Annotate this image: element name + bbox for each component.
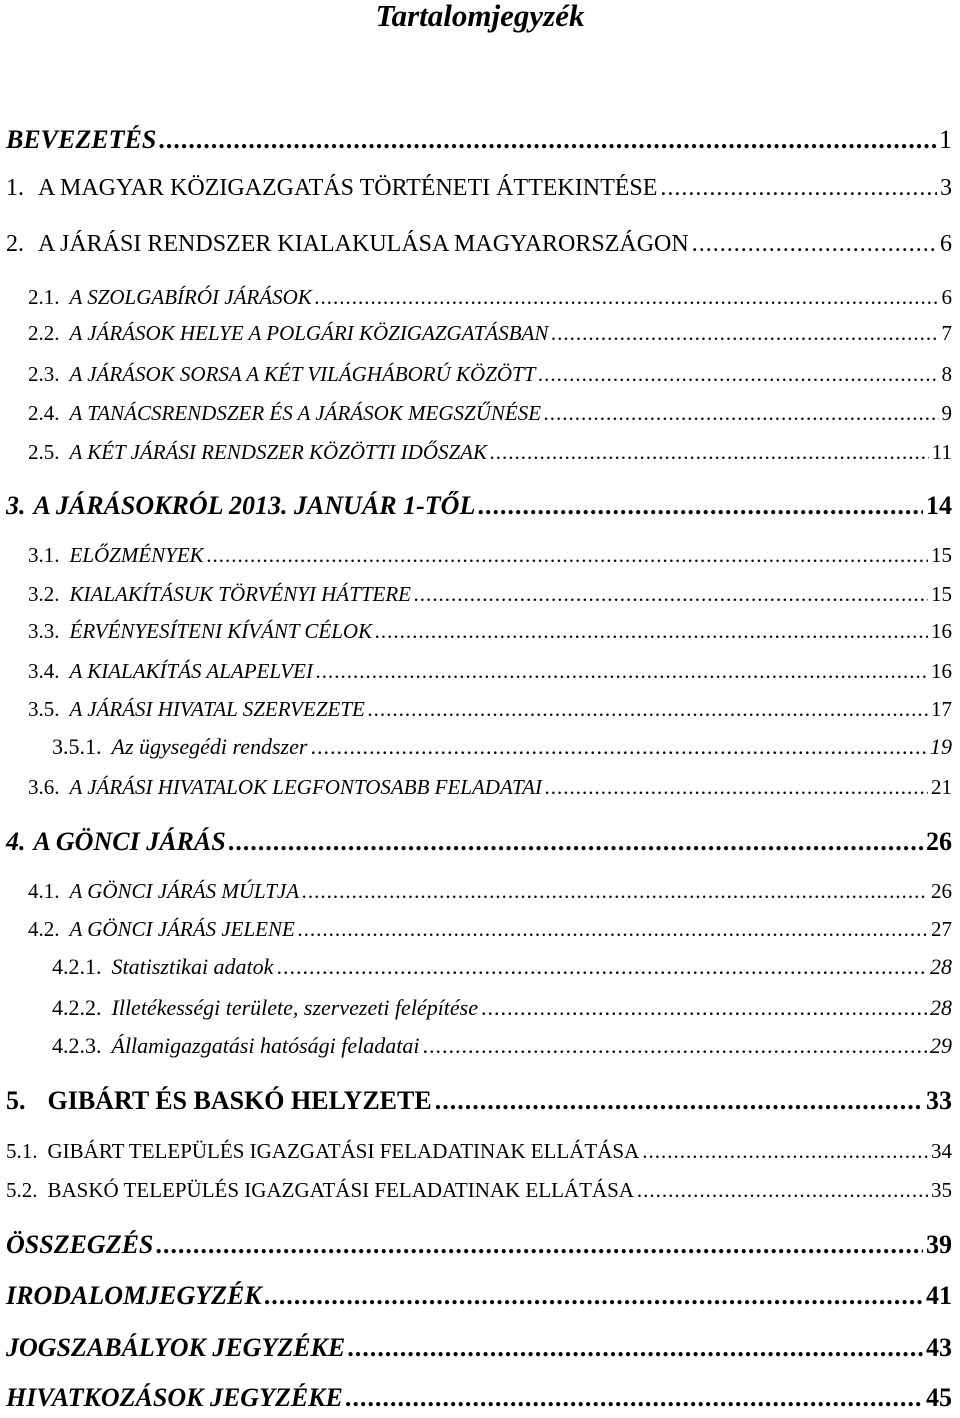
dot-leader (642, 1141, 928, 1162)
toc-number: 3. (6, 491, 26, 520)
toc-label: ÖSSZEGZÉS (6, 1230, 154, 1259)
toc-page: 14 (926, 491, 952, 520)
toc-entry-2-3[interactable] (28, 364, 952, 385)
toc-label: Illetékességi területe, szervezeti felépítése (111, 995, 479, 1020)
toc-label: GIBÁRT ÉS BASKÓ HELYZETE (47, 1086, 432, 1115)
toc-entry-3-5-1[interactable] (52, 736, 952, 758)
toc-number: 3.6. (28, 775, 60, 799)
toc-entry-4-2[interactable] (28, 919, 952, 940)
dot-leader (302, 881, 928, 902)
toc-page: 1 (939, 125, 952, 154)
toc-page: 16 (931, 619, 952, 643)
toc-page: 21 (931, 775, 952, 799)
dot-leader (481, 997, 927, 1019)
toc-page: 15 (931, 582, 952, 606)
toc-label: A GÖNCI JÁRÁS MÚLTJA (69, 879, 300, 903)
dot-leader (637, 1180, 928, 1201)
toc-page: 19 (930, 734, 952, 759)
toc-label: A KÉT JÁRÁSI RENDSZER KÖZÖTTI IDŐSZAK (69, 440, 487, 464)
toc-page: 6 (941, 285, 952, 309)
page-title: Tartalomjegyzék (375, 0, 585, 33)
toc-label: KIALAKÍTÁSUK TÖRVÉNYI HÁTTERE (69, 582, 411, 606)
toc-label: A GÖNCI JÁRÁS (33, 827, 226, 856)
dot-leader (478, 493, 923, 519)
dot-leader (310, 736, 927, 758)
toc-label: A TANÁCSRENDSZER ÉS A JÁRÁSOK MEGSZŰNÉSE (69, 401, 542, 425)
toc-page: 11 (931, 440, 952, 464)
toc-entry-2-2[interactable] (28, 323, 952, 344)
toc-page: 8 (941, 362, 952, 386)
toc-entry-2-5[interactable] (28, 442, 952, 463)
toc-page: 39 (926, 1230, 952, 1259)
dot-leader (346, 1385, 923, 1411)
toc-label: A KIALAKÍTÁS ALAPELVEI (69, 659, 313, 683)
toc-entry-5-1[interactable] (6, 1141, 952, 1162)
toc-entry-3-6[interactable] (28, 777, 952, 798)
toc-number: 2.4. (28, 401, 60, 425)
toc-label: A JÁRÁSOK HELYE A POLGÁRI KÖZIGAZGATÁSBAN (69, 321, 549, 345)
toc-number: 3.1. (28, 543, 60, 567)
toc-entry-3[interactable] (6, 493, 952, 519)
toc-number: 2. (6, 231, 24, 257)
toc-page: 7 (941, 321, 952, 345)
toc-entry-hivatkozasok[interactable] (6, 1385, 952, 1411)
toc-label: Az ügysegédi rendszer (111, 734, 308, 759)
toc-label: BASKÓ TELEPÜLÉS IGAZGATÁSI FELADATINAK ELLÁTÁSA (47, 1178, 634, 1202)
toc-entry-3-4[interactable] (28, 661, 952, 682)
toc-entry-bevezetes[interactable] (6, 127, 952, 153)
toc-entry-3-2[interactable] (28, 584, 952, 605)
toc-page: 45 (926, 1383, 952, 1412)
toc-label: GIBÁRT TELEPÜLÉS IGAZGATÁSI FELADATINAK ELLÁTÁSA (47, 1139, 640, 1163)
toc-page: 43 (926, 1333, 952, 1362)
toc-page: 28 (930, 995, 952, 1020)
toc-label: ÉRVÉNYESÍTENI KÍVÁNT CÉLOK (69, 619, 373, 643)
toc-number: 5. (6, 1086, 26, 1115)
toc-label: A SZOLGABÍRÓI JÁRÁSOK (69, 285, 312, 309)
dot-leader (315, 287, 939, 308)
toc-label: A MAGYAR KÖZIGAZGATÁS TÖRTÉNETI ÁTTEKINTÉSE (38, 175, 658, 201)
toc-number: 2.3. (28, 362, 60, 386)
toc-page: 17 (931, 697, 952, 721)
dot-leader (545, 777, 928, 798)
dot-leader (368, 699, 928, 720)
toc-number: 4.2.1. (52, 954, 102, 979)
toc-number: 1. (6, 175, 24, 201)
dot-leader (544, 403, 938, 424)
toc-number: 2.1. (28, 285, 60, 309)
toc-entry-irodalomjegyzek[interactable] (6, 1283, 952, 1309)
toc-page: 15 (931, 543, 952, 567)
dot-leader (207, 545, 928, 566)
toc-number: 5.2. (6, 1178, 38, 1202)
dot-leader (348, 1335, 923, 1361)
toc-entry-5[interactable] (6, 1088, 952, 1114)
toc-page: 29 (930, 1033, 952, 1058)
toc-number: 4. (6, 827, 26, 856)
toc-entry-4[interactable] (6, 829, 952, 855)
dot-leader (298, 919, 928, 940)
toc-entry-3-5[interactable] (28, 699, 952, 720)
toc-entry-4-2-2[interactable] (52, 997, 952, 1019)
dot-leader (490, 442, 929, 463)
toc-label: HIVATKOZÁSOK JEGYZÉKE (6, 1383, 343, 1412)
dot-leader (414, 584, 928, 605)
toc-number: 5.1. (6, 1139, 38, 1163)
toc-page: 33 (926, 1086, 952, 1115)
toc-label: JOGSZABÁLYOK JEGYZÉKE (6, 1333, 346, 1362)
toc-number: 3.5. (28, 697, 60, 721)
dot-leader (551, 323, 938, 344)
toc-label: A JÁRÁSI HIVATALOK LEGFONTOSABB FELADATAI (69, 775, 542, 799)
dot-leader (692, 232, 937, 256)
toc-page: 16 (931, 659, 952, 683)
toc-number: 4.1. (28, 879, 60, 903)
toc-entry-3-3[interactable] (28, 621, 952, 642)
toc-page: 28 (930, 954, 952, 979)
dot-leader (316, 661, 928, 682)
toc-entry-jogszabalyok[interactable] (6, 1335, 952, 1361)
dot-leader (660, 176, 937, 200)
dot-leader (265, 1283, 923, 1309)
toc-label: A GÖNCI JÁRÁS JELENE (69, 917, 295, 941)
toc-number: 3.2. (28, 582, 60, 606)
dot-leader (435, 1088, 923, 1114)
toc-label: A JÁRÁSOK SORSA A KÉT VILÁGHÁBORÚ KÖZÖTT (69, 362, 536, 386)
toc-page: 34 (931, 1139, 952, 1163)
toc-page: 9 (941, 401, 952, 425)
toc-entry-2[interactable] (6, 232, 952, 256)
toc-entry-4-1[interactable] (28, 881, 952, 902)
toc-number: 3.3. (28, 619, 60, 643)
toc-label: A JÁRÁSOKRÓL 2013. JANUÁR 1-TŐL (33, 491, 476, 520)
dot-leader (159, 127, 936, 153)
dot-leader (375, 621, 928, 642)
toc-label: IRODALOMJEGYZÉK (6, 1281, 262, 1310)
toc-page: 27 (931, 917, 952, 941)
toc-number: 4.2.2. (52, 995, 102, 1020)
toc-number: 3.4. (28, 659, 60, 683)
toc-entry-3-1[interactable] (28, 545, 952, 566)
toc-label: A JÁRÁSI RENDSZER KIALAKULÁSA MAGYARORSZÁGON (38, 231, 689, 257)
toc-entry-2-4[interactable] (28, 403, 952, 424)
toc-number: 2.5. (28, 440, 60, 464)
toc-page: 35 (931, 1178, 952, 1202)
toc-number: 4.2. (28, 917, 60, 941)
toc-page: 6 (940, 231, 952, 257)
toc-entry-1[interactable] (6, 176, 952, 200)
toc-page: 26 (926, 827, 952, 856)
toc-page: 41 (926, 1281, 952, 1310)
toc-page: 26 (931, 879, 952, 903)
toc-entry-4-2-3[interactable] (52, 1035, 952, 1057)
toc-number: 4.2.3. (52, 1033, 102, 1058)
toc-label: BEVEZETÉS (6, 125, 157, 154)
toc-entry-5-2[interactable] (6, 1180, 952, 1201)
toc-entry-2-1[interactable] (28, 287, 952, 308)
toc-label: Statisztikai adatok (111, 954, 274, 979)
dot-leader (156, 1232, 923, 1258)
dot-leader (423, 1035, 927, 1057)
toc-entry-4-2-1[interactable] (52, 956, 952, 978)
toc-entry-osszegzes[interactable] (6, 1232, 952, 1258)
toc-number: 2.2. (28, 321, 60, 345)
toc-label: ELŐZMÉNYEK (69, 543, 204, 567)
toc-label: A JÁRÁSI HIVATAL SZERVEZETE (69, 697, 365, 721)
dot-leader (229, 829, 923, 855)
toc-number: 3.5.1. (52, 734, 102, 759)
toc-page: 3 (940, 175, 952, 201)
dot-leader (538, 364, 938, 385)
dot-leader (276, 956, 927, 978)
toc-label: Államigazgatási hatósági feladatai (111, 1033, 420, 1058)
